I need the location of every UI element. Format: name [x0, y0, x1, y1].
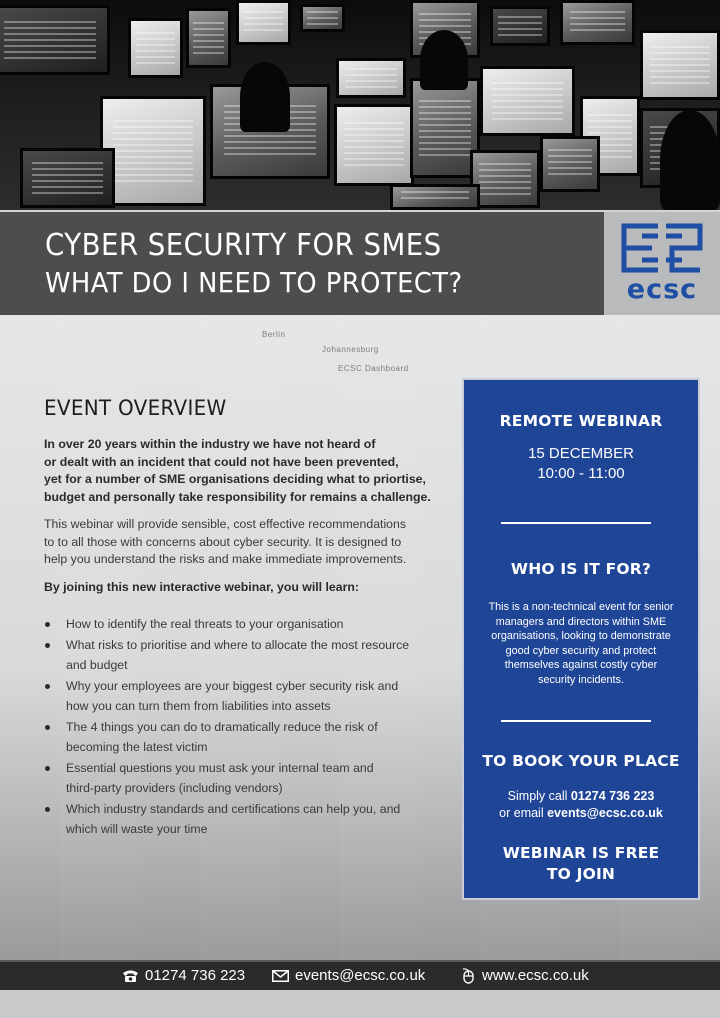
learning-points-list [44, 614, 444, 840]
list-item-text: and budget [66, 658, 128, 672]
list-item [44, 614, 444, 635]
who-is-it-for-heading: WHO IS IT FOR? [510, 560, 652, 578]
intro-bold-line: yet for a number of SME organisations deciding what to priortise, [44, 472, 426, 486]
call-prefix: Simply call [507, 789, 571, 803]
list-item [44, 676, 444, 717]
webinar-free-line2: TO JOIN [546, 865, 616, 883]
intro-bold-line: In over 20 years within the industry we have not heard of [44, 437, 376, 451]
intro-line: to to all those with concerns about cyber security. It is designed to [44, 534, 402, 549]
intro-paragraph [44, 516, 444, 569]
title-band [0, 212, 720, 315]
list-item [44, 799, 444, 840]
list-item-text: What risks to prioritise and where to allocate the most resource [66, 637, 410, 652]
logo-wordmark: ecsc [626, 274, 698, 305]
footer-website[interactable] [460, 967, 589, 984]
list-item-text: becoming the latest victim [66, 740, 208, 754]
list-item-text: how you can turn them from liabilities into assets [66, 699, 331, 713]
footer-phone-text: 01274 736 223 [145, 967, 246, 984]
intro-bold-paragraph [44, 436, 444, 506]
event-time: 10:00 - 11:00 [537, 465, 625, 482]
list-item [44, 717, 444, 758]
audience-line: managers and directors within SME [495, 615, 667, 628]
list-item-text: which will waste your time [66, 822, 208, 836]
background-label-berlin: Berlin [262, 330, 286, 339]
background-label-johannesburg: Johannesburg [322, 345, 379, 354]
footer-website-text: www.ecsc.co.uk [482, 967, 589, 984]
intro-bold-line: or dealt with an incident that could not have been prevented, [44, 454, 399, 469]
audience-line: security incidents. [538, 673, 624, 686]
list-item-text: Essential questions you must ask your internal team and [66, 760, 374, 775]
ecsc-logo-mark-icon [618, 222, 706, 274]
page-title: CYBER SECURITY FOR SMES [45, 228, 442, 263]
audience-line: This is a non-technical event for senior [488, 601, 674, 613]
list-item-text: third-party providers (including vendors) [66, 781, 283, 795]
intro-line: This webinar will provide sensible, cost effective recommendations [44, 517, 407, 531]
list-item-text: The 4 things you can do to dramatically reduce the risk of [66, 719, 378, 734]
booking-email-link[interactable]: events@ecsc.co.uk [547, 806, 663, 820]
intro-line: help you understand the risks and make immediate improvements. [44, 552, 407, 566]
email-line [464, 805, 698, 822]
list-item [44, 758, 444, 799]
bottom-strip [0, 990, 720, 1018]
list-item-text: Why your employees are your biggest cyber security risk and [66, 678, 399, 693]
title-panel [0, 212, 604, 315]
contact-footer [0, 960, 720, 990]
mouse-icon [460, 968, 476, 984]
webinar-free-line1: WEBINAR IS FREE [502, 844, 660, 862]
event-info-panel [462, 378, 700, 900]
learn-lead-text: By joining this new interactive webinar, you will learn: [44, 580, 360, 594]
footer-email[interactable] [272, 967, 425, 984]
background-label-dashboard: ECSC Dashboard [338, 364, 409, 373]
booking-phone[interactable]: 01274 736 223 [570, 789, 655, 803]
intro-bold-line: budget and personally take responsibility for remains a challenge. [44, 489, 431, 504]
email-prefix: or email [499, 806, 548, 820]
list-item-text: Which industry standards and certifications can help you, and [66, 801, 401, 816]
page-subtitle: WHAT DO I NEED TO PROTECT? [45, 266, 463, 299]
phone-icon [122, 969, 139, 983]
call-line [464, 788, 698, 805]
list-item-text: How to identify the real threats to your organisation [66, 617, 344, 631]
audience-description [464, 600, 698, 687]
footer-phone[interactable] [122, 967, 245, 984]
event-date: 15 DECEMBER [528, 445, 634, 462]
list-item [44, 635, 444, 676]
audience-line: good cyber security and protect [505, 644, 657, 657]
divider [501, 522, 651, 524]
hero-photo [0, 0, 720, 210]
footer-email-text: events@ecsc.co.uk [295, 967, 426, 984]
divider [501, 720, 651, 722]
audience-line: themselves against costly cyber [504, 659, 658, 671]
envelope-icon [272, 970, 289, 982]
ecsc-logo [604, 212, 720, 315]
event-overview-heading: EVENT OVERVIEW [44, 396, 227, 420]
audience-line: organisations, looking to demonstrate [491, 630, 671, 642]
book-your-place-heading: TO BOOK YOUR PLACE [482, 752, 680, 770]
remote-webinar-heading: REMOTE WEBINAR [499, 412, 663, 430]
